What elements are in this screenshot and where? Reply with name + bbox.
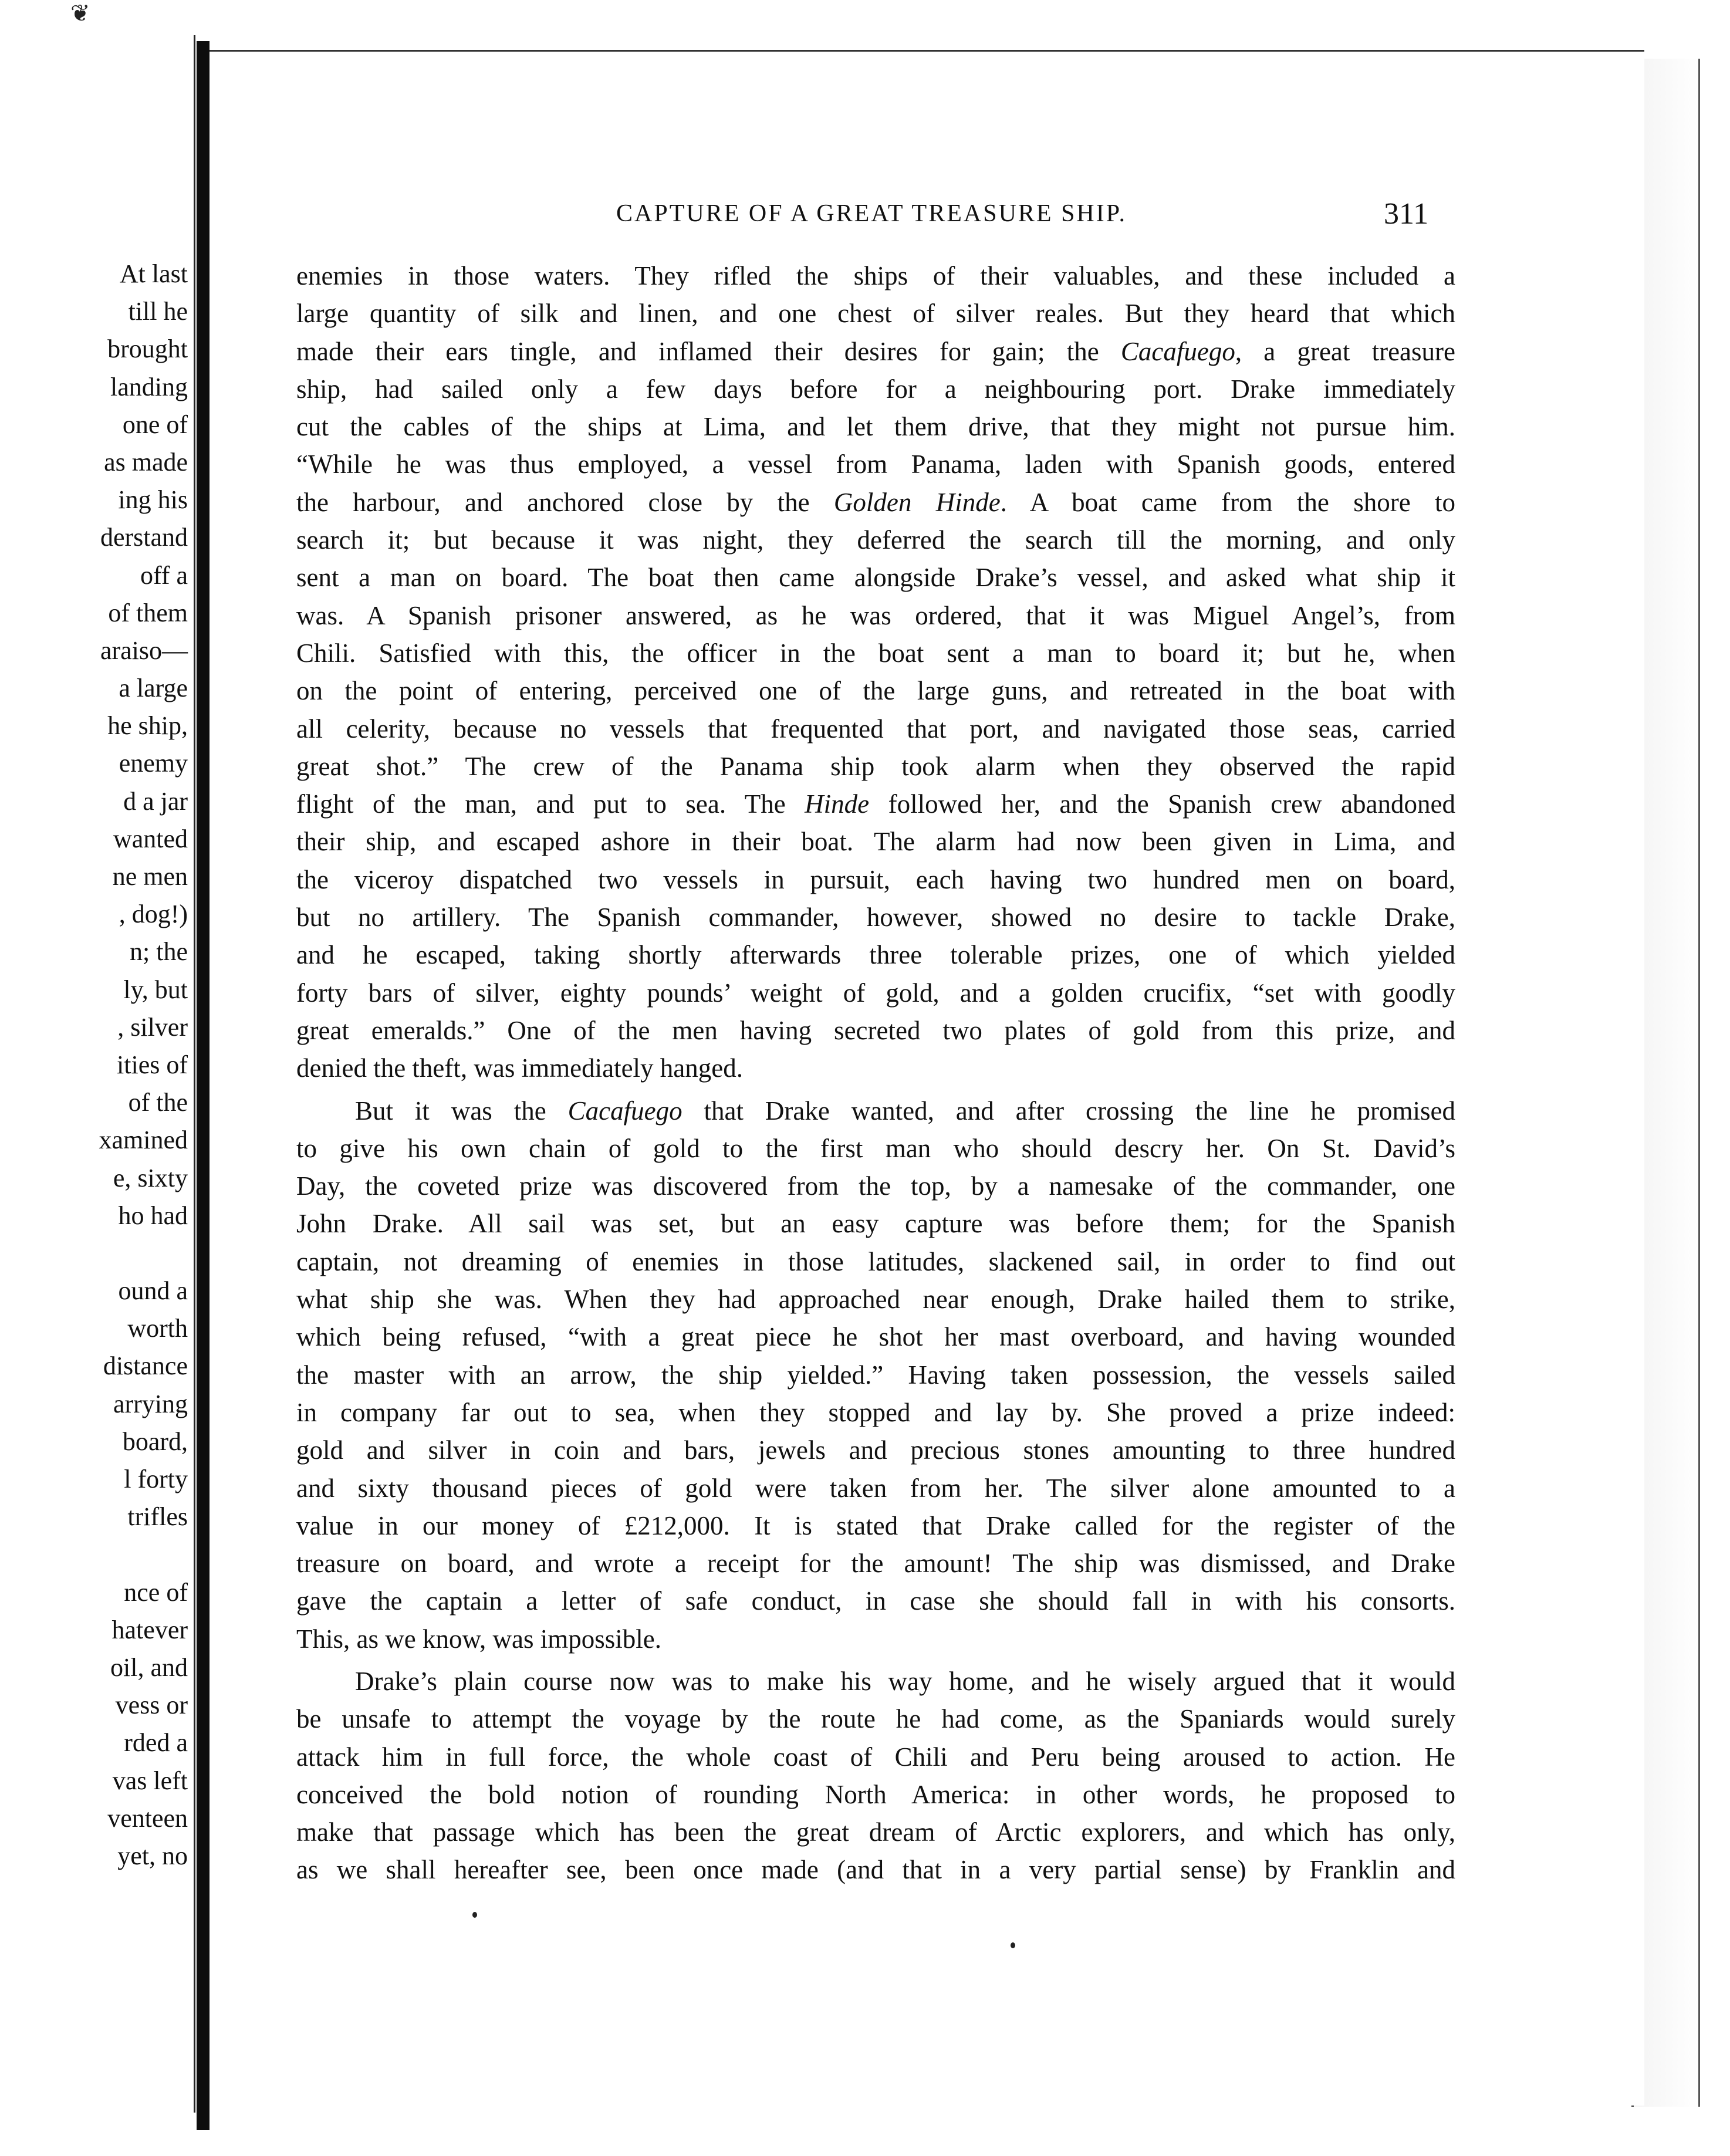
left-page-line: e, sixty xyxy=(113,1163,188,1192)
left-page-line: venteen xyxy=(107,1803,188,1833)
left-page-line: hatever xyxy=(111,1615,188,1644)
text-line: was. A Spanish prisoner answered, as he was ordered, that it was Miguel Angel’s, from xyxy=(296,600,1455,630)
text-line: gave the captain a letter of safe conduct, in case she should fall in with his consorts. xyxy=(296,1586,1455,1616)
text-line: flight of the man, and put to sea. The Hinde followed her, and the Spanish crew abandoned xyxy=(296,789,1455,819)
text-line: forty bars of silver, eighty pounds’ weight of gold, and a golden crucifix, “set with goodly xyxy=(296,978,1455,1008)
text-line: their ship, and escaped ashore in their boat. The alarm had now been given in Lima, and xyxy=(296,827,1455,857)
left-page-line: a large xyxy=(119,674,188,703)
text-line: conceived the bold notion of rounding North America: in other words, he proposed to xyxy=(296,1779,1455,1809)
left-page-line: vess or xyxy=(115,1691,188,1720)
left-page-line: nce of xyxy=(124,1577,188,1607)
text-line: the harbour, and anchored close by the Golden Hinde. A boat came from the shore to xyxy=(296,487,1455,517)
left-page-line: ities of xyxy=(117,1050,188,1079)
corner-mark-icon: ❦ xyxy=(70,0,90,27)
text-line: denied the theft, was immediately hanged. xyxy=(296,1053,744,1083)
left-page-text-fragments xyxy=(0,255,188,1875)
left-page-line: of them xyxy=(108,598,188,627)
text-line: to give his own chain of gold to the first man who should descry her. On St. David’s xyxy=(296,1133,1455,1163)
text-line: enemies in those waters. They rifled the ships of their valuables, and these included a xyxy=(296,261,1455,290)
left-page-line: vas left xyxy=(112,1766,188,1795)
left-page-line: ne men xyxy=(112,862,188,891)
left-page-line: one of xyxy=(122,410,188,439)
text-line: value in our money of £212,000. It is stated that Drake called for the register of the xyxy=(296,1510,1455,1540)
left-page-line: ing his xyxy=(118,485,188,515)
text-line: made their ears tingle, and inflamed their desires for gain; the Cacafuego, a great treasure xyxy=(296,336,1455,366)
left-page-line: d a jar xyxy=(123,786,188,816)
text-line: but no artillery. The Spanish commander, however, showed no desire to tackle Drake, xyxy=(296,903,1455,932)
paragraph-3 xyxy=(296,1662,1455,1889)
left-page-line: wanted xyxy=(113,824,188,853)
left-page-line: , silver xyxy=(117,1012,188,1042)
left-page-line: ly, but xyxy=(123,975,188,1004)
left-page-line: oil, and xyxy=(110,1653,188,1682)
text-line: and he escaped, taking shortly afterwards three tolerable prizes, one of which yielded xyxy=(296,940,1455,970)
left-page-line: trifles xyxy=(127,1502,188,1532)
text-line: great emeralds.” One of the men having secreted two plates of gold from this prize, and xyxy=(296,1015,1455,1045)
text-line: in company far out to sea, when they stopped and lay by. She proved a prize indeed: xyxy=(296,1397,1455,1427)
left-page-line: landing xyxy=(110,372,188,401)
italic-ship-name: Cacafuego xyxy=(567,1096,682,1126)
left-facing-page xyxy=(0,35,195,2113)
page-number: 311 xyxy=(1384,197,1429,231)
text-line: “While he was thus employed, a vessel from Panama, laden with Spanish goods, entered xyxy=(296,450,1455,479)
left-page-line: araiso— xyxy=(100,636,188,665)
binding-gutter xyxy=(197,41,210,2130)
running-header-title: CAPTURE OF A GREAT TREASURE SHIP. xyxy=(616,200,1127,227)
text-line: great shot.” The crew of the Panama ship took alarm when they observed the rapid xyxy=(296,751,1455,781)
left-page-line: l forty xyxy=(124,1465,188,1493)
left-page-line: ho had xyxy=(118,1201,188,1230)
left-page-line xyxy=(0,1235,188,1272)
left-page-line: n; the xyxy=(130,937,188,967)
italic-ship-name: Hinde xyxy=(805,789,870,819)
left-page-line: xamined xyxy=(99,1126,188,1155)
text-line: the master with an arrow, the ship yielded.” Having taken possession, the vessels sailed xyxy=(296,1360,1455,1390)
italic-ship-name: Cacafuego xyxy=(1120,336,1235,366)
left-page-line: yet, no xyxy=(117,1841,188,1870)
text-line: attack him in full force, the whole coast of Chili and Peru being aroused to action. He xyxy=(296,1742,1455,1772)
left-page-line: brought xyxy=(107,334,188,364)
paragraph-1 xyxy=(296,257,1455,1087)
left-page-line: as made xyxy=(104,447,188,477)
paragraph-2 xyxy=(296,1092,1455,1658)
left-page-line: off a xyxy=(140,560,188,590)
left-page-line: worth xyxy=(127,1314,188,1343)
text-line: treasure on board, and wrote a receipt for the amount! The ship was dismissed, and Drake xyxy=(296,1549,1455,1579)
text-line: Day, the coveted prize was discovered from the top, by a namesake of the commander, one xyxy=(296,1171,1455,1201)
text-line: gold and silver in coin and bars, jewels and precious stones amounting to three hundred xyxy=(296,1435,1455,1465)
text-line: But it was the Cacafuego that Drake wanted, and after crossing the line he promised xyxy=(355,1096,1455,1126)
left-page-line: , dog!) xyxy=(119,900,188,929)
text-line: sent a man on board. The boat then came alongside Drake’s vessel, and asked what ship it xyxy=(296,563,1455,593)
left-page-line: ound a xyxy=(118,1276,188,1306)
text-line: cut the cables of the ships at Lima, and let them drive, that they might not pursue him. xyxy=(296,412,1455,442)
text-line: as we shall hereafter see, been once made (and that in a very partial sense) by Franklin and xyxy=(296,1855,1455,1885)
text-line: captain, not dreaming of enemies in those latitudes, slackened sail, in order to find out xyxy=(296,1246,1455,1276)
text-line: large quantity of silk and linen, and one chest of silver reales. But they heard that which xyxy=(296,299,1455,329)
text-line: search it; but because it was night, they deferred the search till the morning, and only xyxy=(296,525,1455,555)
stray-mark xyxy=(1011,1942,1015,1948)
text-line: and sixty thousand pieces of gold were taken from her. The silver alone amounted to a xyxy=(296,1473,1455,1503)
text-line: Drake’s plain course now was to make his way home, and he wisely argued that it would xyxy=(355,1666,1455,1696)
left-page-line: At last xyxy=(119,259,188,288)
left-page-line xyxy=(0,1536,188,1573)
left-page-line: till he xyxy=(128,297,188,326)
text-line: the viceroy dispatched two vessels in pursuit, each having two hundred men on board, xyxy=(296,864,1455,894)
left-page-line: of the xyxy=(128,1088,188,1117)
left-page-line: board, xyxy=(122,1427,188,1456)
text-line: make that passage which has been the great dream of Arctic explorers, and which has only, xyxy=(296,1817,1455,1847)
text-line: be unsafe to attempt the voyage by the route he had come, as the Spaniards would surely xyxy=(296,1704,1455,1734)
stray-mark xyxy=(472,1912,477,1918)
left-page-line: distance xyxy=(103,1351,188,1381)
text-line: This, as we know, was impossible. xyxy=(296,1624,662,1654)
text-line: what ship she was. When they had approached near enough, Drake hailed them to strike, xyxy=(296,1285,1455,1314)
left-page-line: rded a xyxy=(124,1728,188,1758)
main-text-column xyxy=(296,257,1455,1889)
text-line: all celerity, because no vessels that frequented that port, and navigated those seas, carried xyxy=(296,714,1455,744)
left-page-line: derstand xyxy=(100,523,188,552)
text-line: on the point of entering, perceived one of the large guns, and retreated in the boat with xyxy=(296,676,1455,706)
text-line: which being refused, “with a great piece he shot her mast overboard, and having wounded xyxy=(296,1322,1455,1352)
text-line: ship, had sailed only a few days before for a neighbouring port. Drake immediately xyxy=(296,374,1455,404)
italic-ship-name: Golden Hinde xyxy=(833,487,1001,517)
text-line: Chili. Satisfied with this, the officer in the boat sent a man to board it; but he, when xyxy=(296,638,1455,668)
left-page-line: he ship, xyxy=(107,711,188,741)
left-page-line: arrying xyxy=(113,1389,188,1418)
text-line: John Drake. All sail was set, but an easy capture was before them; for the Spanish xyxy=(296,1209,1455,1239)
left-page-line: enemy xyxy=(119,749,188,778)
